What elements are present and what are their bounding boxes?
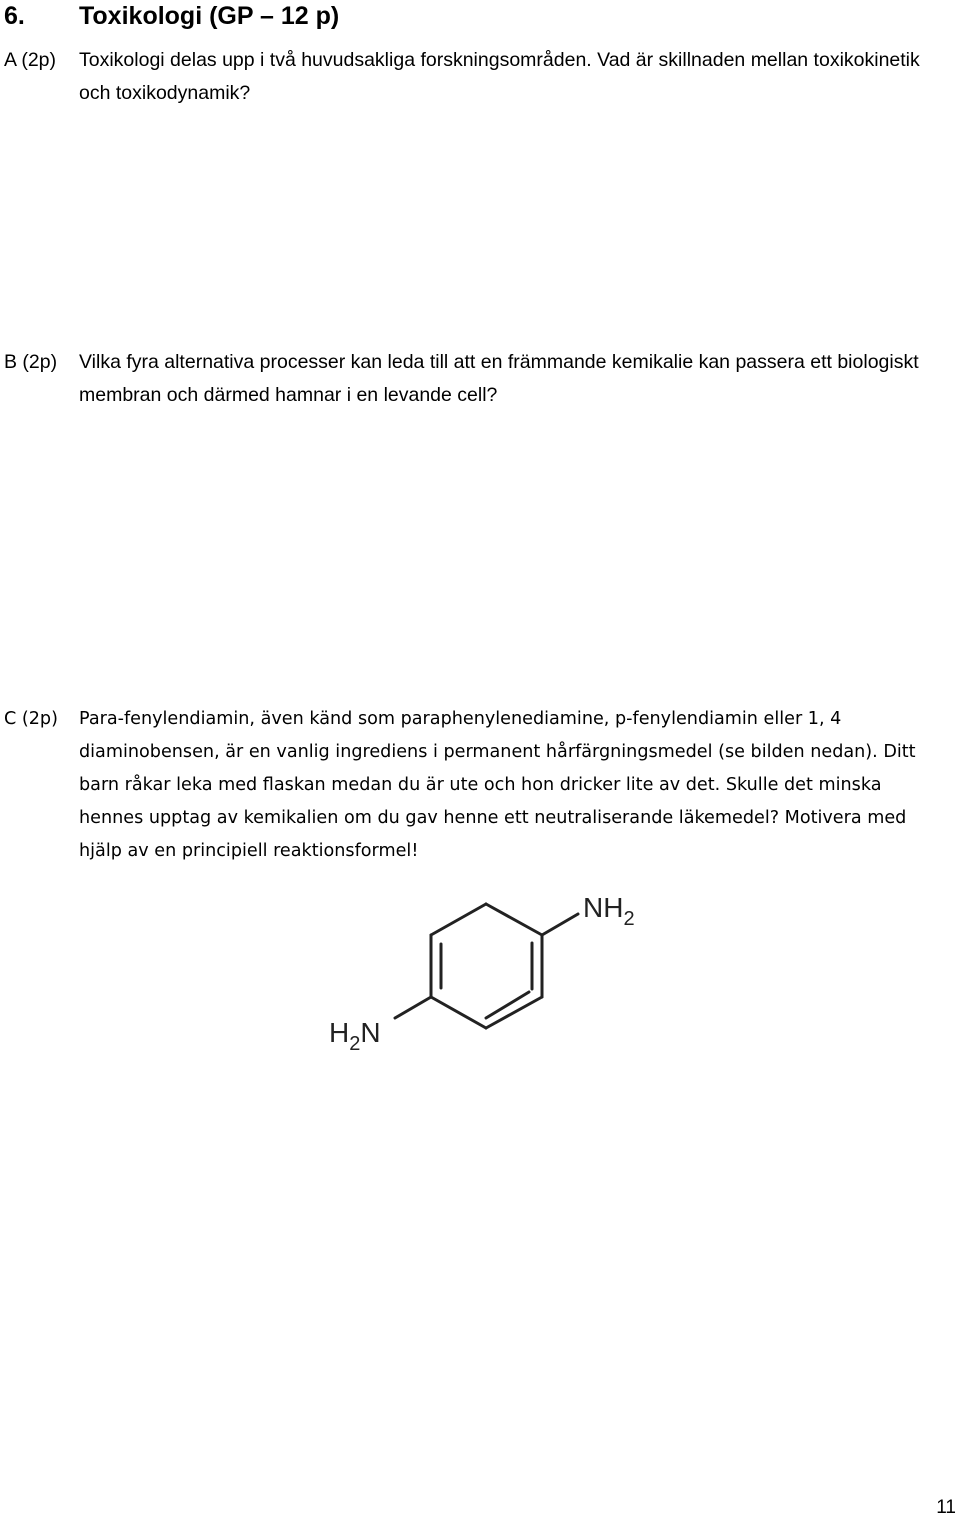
page-number: 11 xyxy=(936,1497,956,1518)
question-label: B (2p) xyxy=(4,351,58,373)
p-phenylenediamine-structure xyxy=(325,888,647,1054)
question-c xyxy=(4,703,934,868)
question-text: Toxikologi delas upp i två huvudsakliga forskningsområden. Vad är skillnaden mellan toxikokinetik och toxikodynamik? xyxy=(79,49,920,104)
section-heading xyxy=(4,2,339,31)
question-text: Para-fenylendiamin, även känd som paraphenylenediamine, p-fenylendiamin eller 1, 4 diaminobensen, är en vanlig ingrediens i permanent hårfärgningsmedel (se bilden nedan). Ditt barn råkar leka med flaskan medan du är ute och hon dricker lite av det. Skulle det minska hennes upptag av kemikalien om du gav henne ett neutraliserande läkemedel? Motivera med hjälp av en principiell reaktionsformel! xyxy=(79,709,916,861)
question-b xyxy=(4,346,934,412)
question-label: A (2p) xyxy=(4,49,57,71)
question-label: C (2p) xyxy=(4,709,58,729)
section-title: Toxikologi (GP – 12 p) xyxy=(79,2,340,30)
amino-group-bottom: $H_2N$ xyxy=(329,1017,381,1054)
amino-group-top: $NH_2$ xyxy=(583,892,635,930)
question-text: Vilka fyra alternativa processer kan leda till att en främmande kemikalie kan passera ett biologiskt membran och därmed hamnar i en levande cell? xyxy=(79,351,919,406)
question-a xyxy=(4,44,934,110)
section-number: 6. xyxy=(4,2,25,30)
benzene-ring xyxy=(395,904,578,1028)
